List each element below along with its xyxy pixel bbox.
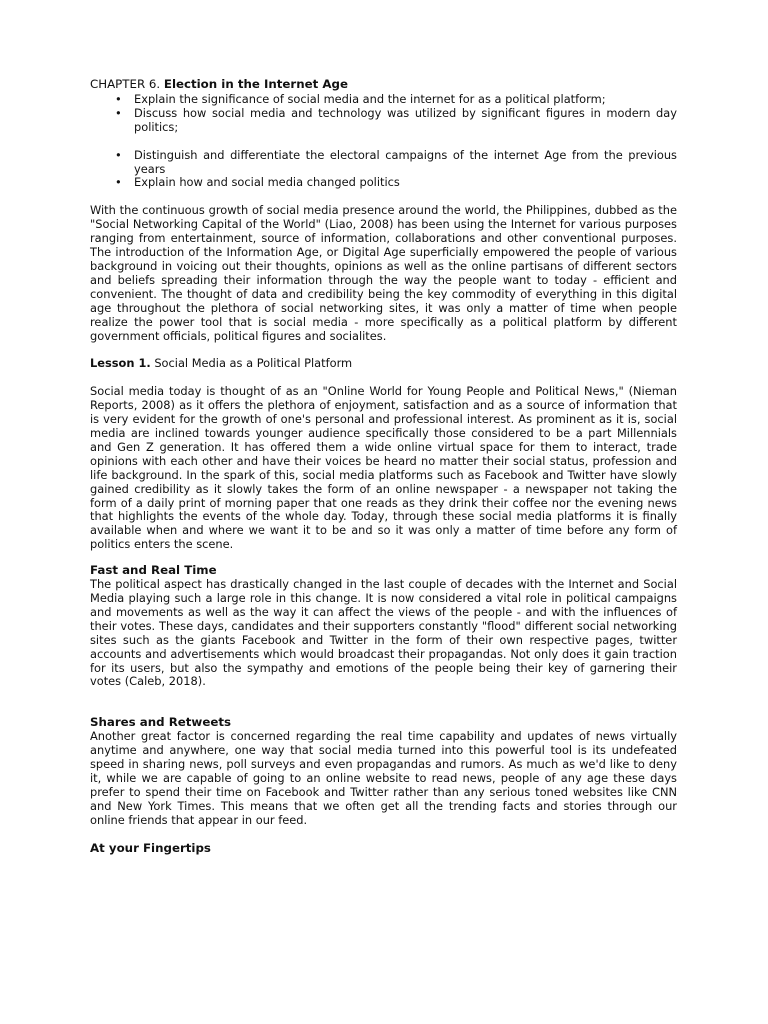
lesson-paragraph: Social media today is thought of as an "Online World for Young People and Political News," (Nieman Reports, 2008) as it offers the plethora of enjoyment, satisfaction and as a source of information that is very evident for the growth of one's personal and professional interest. As prominent as it is, social media are inclined towards younger audience specifically those considered to be a part Millennials and Gen Z generation. It has offered them a wide online virtual space for them to interact, trade opinions with each other and have their voices be heard no matter their social status, profession and life background. In the spark of this, social media platforms such as Facebook and Twitter have slowly gained credibility as it slowly takes the form of an online newspaper - a newspaper not taking the form of a daily print of morning paper that one reads as they drink their coffee nor the evening news that highlights the events of the whole day. Today, through these social media platforms it is finally available when and where we want it to be and so it was only a matter of time before any form of politics enters the scene. [90,384,677,552]
document-page [90,78,677,856]
chapter-title: Election in the Internet Age [163,77,348,91]
objective-text: Explain the significance of social media and the internet for as a political platform; [134,91,606,106]
section-heading-fast-real-time: Fast and Real Time [90,563,217,578]
section-paragraph-shares-retweets: Another great factor is concerned regarding the real time capability and updates of news virtually anytime and anywhere, one way that social media turned into this powerful tool is its undefeated speed in sharing news, poll surveys and even propagandas and rumors. As much as we'd like to deny it, while we are capable of going to an online website to read news, people of any age these days prefer to spend their time on Facebook and Twitter rather than any serious toned websites like CNN and New York Times. This means that we often get all the trending facts and stories through our online friends that appear in our feed. [90,729,677,827]
objective-item [115,175,677,190]
lesson-label: Lesson 1. [90,356,151,371]
bullet-icon: • [115,105,122,120]
objectives-list [90,93,677,190]
section-paragraph-fast-real-time: The political aspect has drastically changed in the last couple of decades with the Internet and Social Media playing such a large role in this change. It is now considered a vital role in political campaigns and movements as well as the way it can affect the views of the people - and with the influences of their votes. These days, candidates and their supporters constantly "flood" different social networking sites such as the giants Facebook and Twitter in the form of their own respective pages, twitter accounts and advertisements which would broadcast their propagandas. Not only does it gain traction for its users, but also the sympathy and emotions of the people being their key of garnering their votes (Caleb, 2018). [90,577,677,689]
chapter-heading [90,78,677,92]
objective-text: Explain how and social media changed politics [134,175,400,190]
section-heading-shares-retweets: Shares and Retweets [90,715,231,730]
bullet-icon: • [115,175,122,190]
objective-item [115,147,677,177]
objective-text: Discuss how social media and technology was utilized by significant figures in modern day politics; [134,105,677,134]
lesson-heading [90,357,677,371]
bullet-icon: • [115,147,122,162]
objective-item [115,105,677,135]
lesson-title: Social Media as a Political Platform [154,356,353,371]
objective-item [115,91,677,107]
chapter-number: CHAPTER 6. [90,77,161,91]
objective-text: Distinguish and differentiate the electoral campaigns of the internet Age from the previous years [134,147,677,176]
section-heading-at-your-fingertips: At your Fingertips [90,840,211,855]
bullet-icon: • [115,91,122,106]
intro-paragraph: With the continuous growth of social media presence around the world, the Philippines, dubbed as the "Social Networking Capital of the World" (Liao, 2008) has been using the Internet for various purposes ranging from entertainment, source of information, collaborations and other conventional purposes. The introduction of the Information Age, or Digital Age superficially empowered the people of various background in voicing out their thoughts, opinions as well as the online partisans of different sectors and beliefs spreading their information through the way the people want to today - efficient and convenient. The thought of data and credibility being the key commodity of everything in this digital age throughout the plethora of social networking sites, it was only a matter of time when people realize the power tool that is social media - more specifically as a political platform by different government officials, political figures and socialites. [90,203,677,343]
